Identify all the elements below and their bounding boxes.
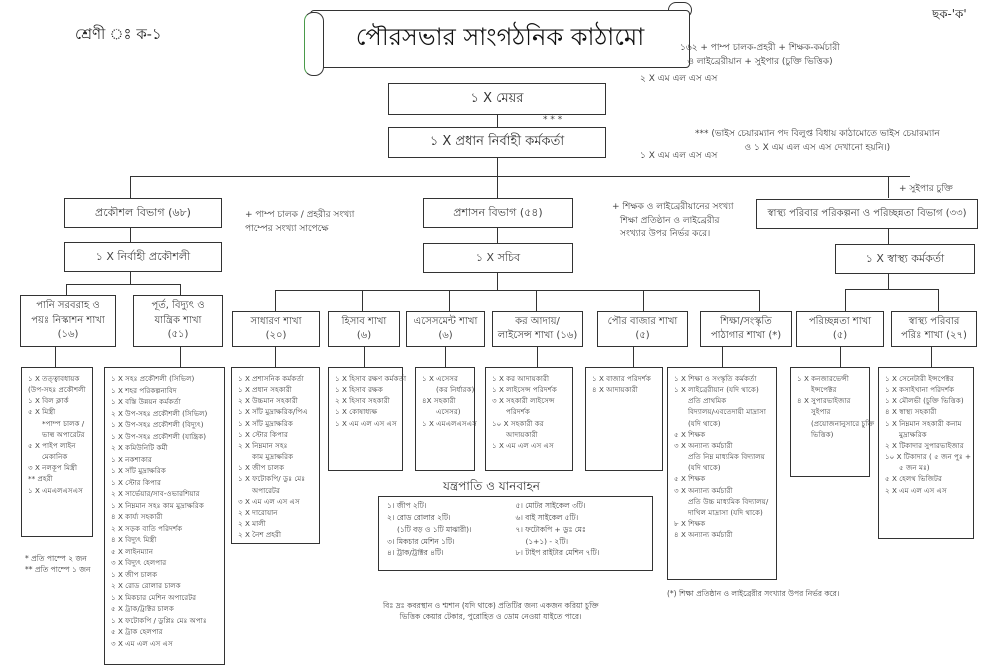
page-title <box>310 10 690 68</box>
staff-item: (যদি থাকে) <box>688 463 721 473</box>
staff-item: (উপ-সহঃ প্রকৌশলী <box>28 385 86 395</box>
staff-item: ৩ X এম এল এস এস <box>238 496 300 506</box>
pump-footnote-line1: * প্রতি পাম্পে ২ জন <box>25 554 87 563</box>
staff-item: ১ X এমএলএসএস <box>422 418 477 428</box>
stars-marker: * * * <box>543 115 563 125</box>
vehicle-item: ২। রোড রোলার ২টি। <box>387 512 451 522</box>
connector-line <box>497 228 498 243</box>
staff-item: ৫ X মিস্ত্রী <box>28 407 56 417</box>
staff-list-sanitation <box>790 367 875 477</box>
staff-item: প্রতি উচ্চ মাধ্যমিক বিদ্যালয়/ <box>688 496 769 506</box>
connector-line <box>845 289 846 311</box>
branch-name-line: পরিঃ শাখা (২৭) <box>901 330 967 341</box>
branch-name-line: পূর্ত, বিদ্যুৎ ও <box>151 300 205 312</box>
page-title-text: পৌরসভার সাংগঠনিক কাঠামো <box>355 23 645 51</box>
connector-line <box>130 228 131 242</box>
connector-line <box>633 347 634 367</box>
staff-item: ১ X বিল ক্লার্ক <box>28 396 69 406</box>
staff-item: ১ X মৌলভী (চুক্তি ভিত্তিক) <box>885 396 964 406</box>
vehicles-title: যন্ত্রপাতি ও যানবাহন <box>443 479 540 493</box>
branch-accounts <box>328 311 400 347</box>
connector-line <box>130 176 131 198</box>
connector-line <box>888 274 889 289</box>
connector-line <box>180 284 181 295</box>
staff-item: ৪ X বিদ্যুৎ মিস্ত্রী <box>111 535 157 545</box>
staff-item: বিদ্যালয়/এবতেদায়ী মাদ্রাসা <box>688 407 766 417</box>
branch-name-line: সাধারণ শাখা <box>250 315 302 327</box>
staff-total-note-line2: ও লাইব্রেরীয়ান + সুইপার (চুক্তি ভিত্তিক) <box>687 56 833 67</box>
branch-tax-license <box>492 311 583 347</box>
staff-item: ১০ X সহকারী কর <box>492 418 544 428</box>
engineering-department-box <box>64 198 222 228</box>
connector-line <box>497 273 498 290</box>
staff-item: ৩ X এম এল এস এস <box>111 638 173 648</box>
vehicle-item: (১+১) - ২টি। <box>525 536 569 546</box>
health-officer-box <box>835 244 975 274</box>
staff-item: ১ X উপ-সহঃ প্রকৌশলী (বিদ্যুৎ) <box>111 420 204 430</box>
staff-item: ৫ X পাইপ লাইন <box>28 440 76 450</box>
staff-item: অপারেটর <box>252 485 280 495</box>
staff-item: ১ X বস্তি উন্নয়ন কর্মকর্তা <box>111 397 181 407</box>
staff-item: ৩ X নলকূপ মিস্ত্রী <box>28 463 78 473</box>
connector-line <box>130 176 910 177</box>
staff-item: ৩ X সহকারী লাইসেন্স <box>492 396 555 406</box>
staff-item: ২ X এম এল এস এস <box>885 485 947 495</box>
staff-item: ১ X উপ-সহঃ প্রকৌশলী (যান্ত্রিক) <box>111 431 207 441</box>
staff-item: ১ X জীপ চালক <box>111 569 158 579</box>
vice-chairman-note <box>695 128 940 155</box>
connector-line <box>537 347 538 367</box>
branch-public-works <box>133 295 223 347</box>
staff-list-accounts <box>328 367 407 471</box>
staff-item: ১ X এম এল এস এস <box>335 418 397 428</box>
executive-engineer-box <box>64 242 222 272</box>
branch-count: (৫১) <box>167 329 189 341</box>
teacher-note-line3: সংখ্যার উপর নির্ভর করে। <box>620 229 711 239</box>
staff-item: ২ X নিম্নমান সহঃ <box>238 440 288 450</box>
connector-line <box>497 158 498 176</box>
staff-list-water-supply <box>21 367 93 537</box>
ceo-label: ১ X প্রধান নির্বাহী কর্মকর্তা <box>429 134 565 150</box>
staff-item: ১ X স্টোর কিপার <box>238 429 288 439</box>
staff-item: মেকানিক <box>42 452 68 462</box>
vehicles-right-column <box>516 500 645 567</box>
connector-line <box>362 290 363 311</box>
staff-item: প্রতি প্রাথমিক <box>688 396 727 406</box>
branch-water-supply <box>20 295 116 347</box>
vice-chairman-note-line2: ও ১ X এম এল এস এস দেখানো হয়নি।) <box>744 142 891 153</box>
bottom-note-line2: ভিত্তিক কেয়ার টেকার, পুরোহিত ও ডোম নেওয়া যাইতে পারে। <box>399 612 582 622</box>
staff-item: ২ X সড়ক বাতি পরিদর্শক <box>111 523 183 533</box>
secretary-box <box>423 243 573 273</box>
staff-item: ১ X সেনেটারী ইন্সপেক্টর <box>885 374 954 383</box>
branch-health-family <box>891 311 977 347</box>
connector-line <box>643 290 644 311</box>
connector-line <box>845 289 938 290</box>
branch-name-line: পানি সরবরাহ ও <box>36 300 100 312</box>
bottom-note <box>383 600 599 623</box>
staff-item: ১ X নকশাকার <box>111 454 152 464</box>
connector-line <box>275 347 276 367</box>
branch-count: (৬) <box>438 330 453 341</box>
ceo-mlss-note: ১ X এম এল এস এস <box>640 151 718 161</box>
staff-item: কাম মুদ্রাক্ষরিক <box>252 452 294 462</box>
branch-name-line: যান্ত্রিক শাখা <box>154 314 202 326</box>
branch-education-culture <box>700 311 792 347</box>
branch-count: (১৬) <box>57 329 79 341</box>
staff-list-health-family <box>878 367 974 539</box>
vehicle-item: ৬। বাই সাইকেল ৫টি। <box>515 512 579 522</box>
staff-list-municipal-market <box>585 367 663 471</box>
mayor-mlss-note: ২ X এম এল এস এস <box>640 74 718 84</box>
staff-item: ২ X রোড রোলার চালক <box>111 581 181 591</box>
vehicles-table <box>378 496 653 571</box>
connector-line <box>497 115 498 127</box>
staff-item: ৩ X অন্যান্য কর্মচারী <box>674 485 733 495</box>
vehicle-item: ৩। মিকচার মেশিন ১টি। <box>387 536 455 546</box>
health-department-box <box>756 199 978 229</box>
pump-footnote <box>25 553 90 576</box>
connector-line <box>364 347 365 367</box>
staff-item: ভিত্তিক) <box>811 429 834 439</box>
staff-total-note-line1: ১৬২ + পাম্প চালক-প্রহরী + শিক্ষক-কর্মচারী <box>680 43 840 53</box>
connector-line <box>275 290 276 311</box>
connector-line <box>840 347 841 367</box>
staff-item: ১ X ফটোকপি/ ডুঃ মেঃ <box>238 474 306 484</box>
staff-item: ৫ X শিক্ষক <box>674 429 706 439</box>
branch-name-line: এসেসমেন্ট শাখা <box>413 315 478 327</box>
staff-item: ১ X সাঁট মুদ্রাক্ষরিক <box>238 418 293 428</box>
vehicle-item: ৮। টাইপ রাইটার মেশিন ৭টি। <box>515 548 600 558</box>
branch-general <box>232 311 320 347</box>
staff-item: ১ X ফটোকপি / ডুপ্লিঃ মেঃ অপাঃ <box>111 615 207 625</box>
staff-item: ১ X প্রধান সহকারী <box>238 385 292 395</box>
pump-footnote-line2: ** প্রতি পাম্পে ১ জন <box>25 565 91 575</box>
connector-line <box>66 284 180 285</box>
health-department-label: স্বাস্থ্য পরিবার পরিকল্পনা ও পরিচ্ছন্নতা বিভাগ (৩৩) <box>767 207 967 219</box>
connector-line <box>536 290 537 311</box>
staff-item: ৫ X লাইনম্যান <box>111 546 154 556</box>
connector-line <box>931 347 932 367</box>
staff-item: ৩ X অন্যান্য কর্মচারী <box>674 440 733 450</box>
staff-item: ১ X কনজারভেন্সী <box>797 374 849 383</box>
connector-line <box>722 347 723 367</box>
connector-line <box>130 272 131 284</box>
staff-item: ১ X কোষাধ্যক্ষ <box>335 407 378 417</box>
connector-line <box>275 290 759 291</box>
staff-item: ৪ X সুপারভাইজার <box>797 396 851 406</box>
staff-item: ১ X এসেসর <box>422 374 458 383</box>
staff-item: ৫ X ট্রাক হেলপার <box>111 627 163 637</box>
teacher-note <box>612 201 733 242</box>
vehicle-item: ১। জীপ ২টি। <box>387 501 427 510</box>
staff-item: ১ X শিক্ষা ও সংস্কৃতি কর্মকর্তা <box>674 374 757 383</box>
staff-item: ১ X সহঃ প্রকৌশলী (সিভিল) <box>111 374 195 383</box>
staff-item: ৮ X শিক্ষক <box>674 519 706 529</box>
staff-item: দাখিল মাদ্রাসা (যদি থাকে) <box>688 507 763 517</box>
staff-item: সুইপার <box>811 407 831 417</box>
branch-name-line: পরিচ্ছন্নতা শাখা <box>808 315 872 327</box>
staff-item: ৫ X শিক্ষক <box>674 474 706 484</box>
staff-item: ইন্সপেক্টর <box>811 385 837 395</box>
branch-count: (৬) <box>356 330 372 341</box>
staff-item: ১ X লাইসেন্স পরিদর্শক <box>492 385 557 395</box>
connector-line <box>888 176 889 198</box>
staff-item: ১ X হিসাব রক্ষক <box>335 385 383 395</box>
education-footnote: (*) শিক্ষা প্রতিষ্ঠান ও লাইব্রেরীর সংখ্যার উপর নির্ভর করে। <box>667 589 840 598</box>
health-officer-label: ১ X স্বাস্থ্য কর্মকর্তা <box>865 252 945 266</box>
connector-line <box>66 284 67 295</box>
branch-name-line: হিসাব শাখা <box>341 315 387 327</box>
engineering-department-label: প্রকৌশল বিভাগ (৬৮) <box>95 206 191 220</box>
pump-note-line1: + পাম্প চালক / প্রহরীর সংখ্যা <box>245 210 355 220</box>
staff-total-note <box>680 42 840 69</box>
staff-list-public-works <box>104 367 225 665</box>
staff-list-assessment <box>415 367 475 471</box>
staff-item: ১ X নিম্নমান সহকারী কনাম <box>885 418 962 428</box>
staff-item: ২ X টিকাদার সুপারভাইজার <box>885 440 964 450</box>
staff-item: ১ X এমএলএসএস <box>28 485 83 495</box>
staff-item: ২ X হিসাব সহকারী <box>335 396 390 406</box>
staff-item: প্রতি নিম্ন মাধ্যমিক বিদ্যালয় <box>688 452 765 462</box>
staff-item: (যদি থাকে) <box>688 418 721 428</box>
connector-line <box>497 176 498 198</box>
staff-item: ১ X জীপ চালক <box>238 463 285 473</box>
connector-line <box>888 229 889 244</box>
branch-assessment <box>406 311 485 347</box>
staff-item: ২ X মালী <box>238 519 266 529</box>
branch-name-line: কর আদায়/ <box>515 315 560 327</box>
connector-line <box>445 347 446 367</box>
branch-name-line: পাঠাগার শাখা (*) <box>710 330 782 341</box>
connector-line <box>759 290 760 311</box>
administration-department-box <box>423 198 573 228</box>
vehicle-item: ৫। মোটর সাইকেল ৩টি। <box>515 501 586 510</box>
staff-item: ৪ X অন্যান্য কর্মচারী <box>674 530 733 540</box>
branch-count: (২০) <box>265 330 287 341</box>
staff-item: ১ X বাজার পরিদর্শক <box>592 374 651 383</box>
staff-item: আদায়কারী <box>506 429 538 439</box>
staff-item: ১ X নিম্নমান সহঃ কাম মুদ্রাক্ষরিক <box>111 500 204 510</box>
chart-label: ছক-'ক' <box>932 7 967 21</box>
class-label: শ্রেণী ঃ ক-১ <box>75 25 162 43</box>
staff-item: ২ X সার্ভেয়ার/সাব-ওভারশিয়ার <box>111 489 200 499</box>
bottom-note-line1: বিঃ দ্রঃ কবরস্থান ও শ্মশান (যদি থাকে) প্রতিটির জন্য একজন করিয়া চুক্তি <box>383 601 599 610</box>
branch-name-line: পৌর বাজার শাখা <box>607 315 678 327</box>
staff-item: ৩ X বিদ্যুৎ হেলপার <box>111 558 167 568</box>
staff-list-general <box>231 367 320 544</box>
staff-item: ২ X দারোয়ান <box>238 507 278 517</box>
staff-item: ৪ X আদায়কারী <box>592 385 638 395</box>
branch-count: (৫) <box>832 330 848 341</box>
staff-item: মুদ্রাক্ষরিক <box>899 429 927 439</box>
staff-item: ১ X মিকচার মেশিন অপারেটর <box>111 592 197 602</box>
staff-item: ১ X কসাইখানা পরিদর্শক <box>885 385 955 395</box>
staff-item: ১ X লাইব্রেরীয়ান (যদি থাকে) <box>674 385 759 395</box>
staff-item: (প্রয়োজনানুসারে চুক্তি <box>811 418 875 428</box>
staff-item: (কর নির্ধারক) <box>436 385 475 395</box>
staff-item: ১ X স্টোর কিপার <box>111 477 161 487</box>
staff-item: ১০ X টিকাদার ( ৫ জন পুঃ + <box>885 452 972 462</box>
staff-list-tax-license <box>485 367 573 471</box>
sweeper-contract-note: + সুইপার চুক্তি <box>899 184 953 194</box>
staff-item: ৪X সহকারী <box>422 396 456 406</box>
branch-sanitation <box>796 311 884 347</box>
connector-line <box>449 290 450 311</box>
branch-municipal-market <box>597 311 688 347</box>
connector-line <box>55 347 56 367</box>
staff-item: ১ X কর আদায়কারী <box>492 374 550 383</box>
ceo-box <box>388 127 606 158</box>
pump-note-line2: পাম্পের সংখ্যা সাপেক্ষে <box>245 223 329 234</box>
scroll-roll-decoration <box>304 12 324 76</box>
teacher-note-line2: শিক্ষা প্রতিষ্ঠান ও লাইব্রেরীর <box>620 215 720 226</box>
branch-name-line: স্বাস্থ্য পরিবার <box>908 315 960 327</box>
branch-name-line: লাইসেন্স শাখা (১৬) <box>497 330 578 341</box>
executive-engineer-label: ১ X নির্বাহী প্রকৌশলী <box>95 250 191 264</box>
connector-line <box>938 289 939 311</box>
staff-item: ৫ X হেলথ ভিজিটর <box>885 474 942 484</box>
administration-department-label: প্রশাসন বিভাগ (৫৪) <box>453 206 543 220</box>
vehicle-item: (১টি বড় ও ১টি মাঝারী)। <box>397 524 472 534</box>
vice-chairman-note-line1: *** (ভাইস চেয়ারম্যান পদ বিলুপ্ত বিধায় কাঠামোতে ভাইস চেয়ারম্যান <box>695 129 940 139</box>
staff-item: ১ X সাঁট মুদ্রাক্ষরিক/পিএ <box>238 407 308 417</box>
pump-note <box>245 209 354 236</box>
staff-item: *পাম্প চালক / <box>42 418 85 428</box>
vehicle-item: ৭। ফটোকপি + ডুঃ মেঃ <box>515 524 586 534</box>
staff-item: ২ X উচ্চমান সহকারী <box>238 396 298 406</box>
secretary-label: ১ X সচিব <box>475 251 521 265</box>
staff-item: ** প্রহরী <box>28 474 53 484</box>
staff-item: ১ X শহর পরিকল্পনাবিদ <box>111 385 177 395</box>
vehicles-left-column <box>387 500 516 567</box>
staff-item: ৫ X ট্রাক/ট্রাক্টর চালক <box>111 604 174 614</box>
staff-item: ১ X এম এল এস এস <box>492 440 554 450</box>
branch-name-line: শিক্ষা/সংস্কৃতি <box>720 315 772 327</box>
staff-item: ২ X উপ-সহঃ প্রকৌশলী (সিভিল) <box>111 408 208 418</box>
staff-item: ৫ জন মঃ) <box>899 463 930 473</box>
staff-item: ১ X সাঁট মুদ্রাক্ষরিক <box>111 466 166 476</box>
connector-line <box>180 347 181 367</box>
staff-item: ১ X প্রশাসনিক কর্মকর্তা <box>238 374 304 383</box>
vehicle-item: ৪। ট্রাক/ট্রাক্টর ৪টি। <box>387 548 444 558</box>
staff-item: ৪ X কার্য্য সহকারী <box>111 512 163 522</box>
branch-name-line: পয়ঃ নিস্কাশন শাখা <box>31 314 105 326</box>
staff-item: ২ X কমিউনিটি কর্মী <box>111 443 168 453</box>
mayor-label: ১ X মেয়র <box>470 90 524 106</box>
staff-item: ভাল্ব অপারেটর <box>42 429 85 439</box>
staff-item: এসেসর) <box>436 407 461 417</box>
staff-item: পরিদর্শক <box>506 407 530 417</box>
staff-item: ২ X নৈশ প্রহরী <box>238 530 282 540</box>
branch-count: (৫) <box>635 330 650 341</box>
staff-item: ৪ X স্বাস্থ্য সহকারী <box>885 407 937 417</box>
mayor-box <box>388 83 606 115</box>
staff-list-education-culture <box>667 367 777 580</box>
staff-item: ১ X হিসাব রক্ষণ কর্মকর্তা <box>335 374 407 383</box>
teacher-note-line1: + শিক্ষক ও লাইব্রেরীয়ানের সংখ্যা <box>612 202 734 212</box>
staff-item: ১ X তত্ত্বাবধায়ক <box>28 374 80 383</box>
